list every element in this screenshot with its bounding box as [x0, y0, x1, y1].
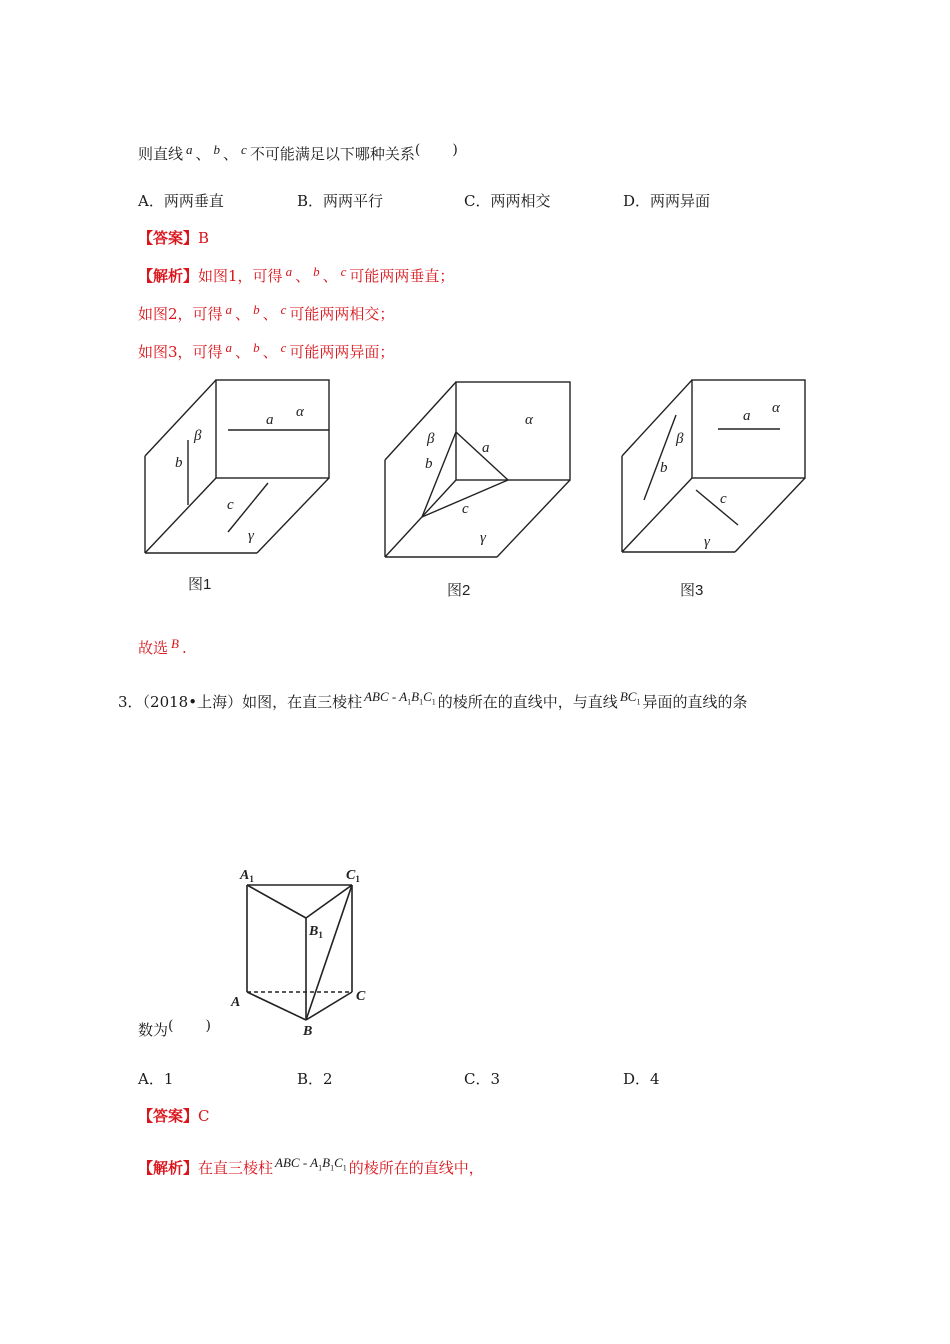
var-a: a [225, 340, 233, 355]
label-gamma: γ [704, 534, 710, 550]
vertex-c: C [356, 989, 366, 1004]
analysis-suffix: 可能两两垂直； [349, 267, 455, 285]
var-b: b [253, 302, 260, 317]
plane-alpha-face [216, 380, 329, 478]
var-c: c [241, 142, 247, 157]
separator: 、 [235, 343, 251, 361]
var-c: c [280, 302, 287, 317]
prism-name [364, 689, 436, 707]
label-c: c [720, 491, 727, 507]
analysis-tag: 【解析】 [138, 267, 199, 285]
subscript: 1 [431, 697, 436, 707]
prism-name [275, 1155, 347, 1173]
analysis-suffix: 的棱所在的直线中， [348, 1159, 484, 1177]
edge [622, 478, 692, 552]
edge [385, 382, 456, 460]
separator: 、 [262, 343, 278, 361]
edge-ab [247, 992, 306, 1020]
edge [385, 480, 456, 557]
q3-option-a[interactable]: A．1 [138, 1070, 174, 1088]
q3-stem-text: （2018•上海）如图，在直三棱柱 [142, 693, 363, 711]
line-bc1 [619, 689, 641, 707]
label-a: a [266, 412, 274, 428]
prism-part: ABC - A [364, 689, 408, 704]
q3-prism-figure [225, 860, 385, 1040]
label-a: a [482, 440, 490, 456]
paren-close: ) [452, 142, 458, 158]
subscript: 1 [419, 697, 424, 707]
label-alpha: α [525, 412, 533, 428]
label-beta: β [194, 428, 202, 444]
label-c: c [227, 497, 234, 513]
q3-stem-end: 异面的直线的条 [642, 693, 748, 711]
edge-b1c1 [306, 885, 352, 918]
figure-1-caption: 图1 [188, 576, 212, 593]
line-c [696, 490, 738, 525]
subscript: 1 [330, 1163, 335, 1173]
q2-analysis-line-3 [138, 342, 394, 363]
q3-stem-continuation [138, 1020, 211, 1041]
q3-answer [138, 1106, 210, 1126]
separator: 、 [235, 305, 251, 323]
separator: 、 [322, 267, 338, 285]
subscript: 1 [407, 697, 412, 707]
separator: 、 [195, 145, 211, 163]
edge [497, 480, 570, 557]
line-name: BC [619, 689, 637, 704]
subscript: 1 [636, 697, 641, 707]
var-a: a [186, 142, 193, 157]
q3-option-d[interactable]: D．4 [623, 1070, 660, 1088]
edge [145, 478, 216, 553]
edge [735, 478, 805, 552]
q2-conclusion [138, 638, 187, 659]
label-gamma: γ [480, 530, 486, 546]
q2-option-c[interactable]: C．两两相交 [464, 192, 551, 210]
label-alpha: α [772, 400, 780, 416]
prism-part: C [423, 689, 432, 704]
label-beta: β [676, 431, 684, 447]
label-c: c [462, 501, 469, 517]
line-bc1 [306, 885, 352, 1020]
paren-open: ( [414, 142, 421, 158]
plane-alpha-face [456, 382, 570, 480]
vertex-a: A [231, 995, 241, 1010]
label-alpha: α [296, 404, 304, 420]
q2-stem [138, 144, 458, 165]
conclusion-suffix: . [181, 639, 187, 657]
label-b: b [425, 456, 433, 472]
edge [145, 380, 216, 456]
subscript: 1 [318, 1163, 323, 1173]
line-c [228, 483, 268, 532]
label-gamma: γ [248, 528, 254, 544]
q3-stem-mid: 的棱所在的直线中，与直线 [437, 693, 618, 711]
paren-close: ) [205, 1018, 211, 1034]
subscript: 1 [342, 1163, 347, 1173]
analysis-prefix: 如图1，可得 [198, 267, 283, 285]
q2-answer [138, 228, 209, 248]
edge-a1b1 [247, 885, 306, 918]
q2-option-d[interactable]: D．两两异面 [623, 192, 711, 210]
var-c: c [280, 340, 287, 355]
analysis-prefix: 如图2，可得 [138, 305, 223, 323]
vertex-a1: $A_1$ [240, 868, 254, 884]
figure-2 [385, 382, 570, 557]
q3-option-b[interactable]: B．2 [297, 1070, 333, 1088]
q2-analysis-line-1 [138, 266, 454, 287]
var-b: b [253, 340, 260, 355]
analysis-prefix: 如图3，可得 [138, 343, 223, 361]
figure-3-caption: 图3 [680, 582, 704, 599]
answer-value: C [198, 1107, 210, 1125]
label-b: b [175, 455, 183, 471]
prism-part: ABC - A [275, 1155, 319, 1170]
edge-bc [306, 992, 352, 1020]
conclusion-value: B [171, 636, 179, 651]
q2-figures [130, 370, 830, 610]
prism-part: C [334, 1155, 343, 1170]
analysis-tag: 【解析】 [138, 1159, 199, 1177]
answer-value: B [198, 229, 210, 247]
separator: 、 [262, 305, 278, 323]
analysis-prefix: 在直三棱柱 [198, 1159, 274, 1177]
question-number: 3． [118, 693, 143, 711]
vertex-b1: $B_1$ [309, 924, 323, 940]
edge [257, 478, 329, 553]
prism-part: B [322, 1155, 331, 1170]
paren-open: ( [168, 1018, 174, 1034]
q3-analysis [138, 1155, 484, 1185]
answer-tag: 【答案】 [138, 229, 199, 247]
q3-stem [118, 689, 748, 719]
var-c: c [340, 264, 347, 279]
separator: 、 [223, 145, 239, 163]
q2-option-a[interactable]: A．两两垂直 [138, 192, 224, 210]
q2-option-b[interactable]: B．两两平行 [297, 192, 384, 210]
answer-tag: 【答案】 [138, 1107, 199, 1125]
var-a: a [225, 302, 233, 317]
analysis-suffix: 可能两两相交； [289, 305, 395, 323]
q2-stem-prefix: 则直线 [138, 145, 184, 163]
prism-part: B [411, 689, 420, 704]
vertex-c1: $C_1$ [346, 868, 360, 884]
vertex-b: B [303, 1024, 313, 1039]
figure-2-caption: 图2 [447, 582, 471, 599]
separator: 、 [295, 267, 311, 285]
var-a: a [285, 264, 293, 279]
q3-option-c[interactable]: C．3 [464, 1070, 501, 1088]
q2-analysis-line-2 [138, 304, 394, 325]
label-b: b [660, 460, 668, 476]
q2-stem-suffix: 不可能满足以下哪种关系 [249, 145, 415, 163]
var-b: b [313, 264, 320, 279]
conclusion-prefix: 故选 [138, 639, 169, 657]
label-a: a [743, 408, 751, 424]
var-b: b [213, 142, 221, 157]
label-beta: β [427, 431, 435, 447]
analysis-suffix: 可能两两异面； [289, 343, 395, 361]
q3-continuation-text: 数为 [138, 1021, 169, 1039]
